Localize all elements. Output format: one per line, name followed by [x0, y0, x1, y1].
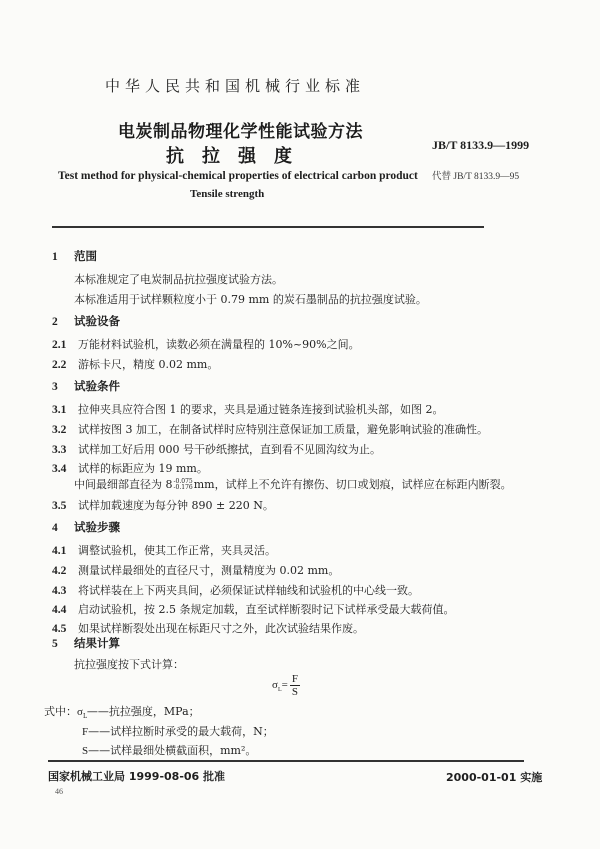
header-divider [52, 226, 484, 228]
section-2-heading: 2 试验设备 [52, 314, 120, 328]
document-subtitle-en: Tensile strength [190, 188, 265, 200]
document-title-en: Test method for physical-chemical properties of electrical carbon product [58, 170, 418, 182]
item-3-2: 3.2 试样按图 3 加工，在制备试样时应特别注意保证加工质量，避免影响试验的准确性。 [52, 423, 488, 436]
item-2-2: 2.2 游标卡尺，精度 0.02 mm。 [52, 358, 219, 371]
section-1-para-1: 本标准规定了电炭制品抗拉强度试验方法。 [74, 273, 283, 286]
item-4-5: 4.5 如果试样断裂处出现在标距尺寸之外，此次试验结果作废。 [52, 622, 364, 635]
footer-divider [48, 760, 524, 762]
page-number: 46 [55, 787, 63, 796]
where-def-f: F——试样拉断时承受的最大载荷，N； [82, 725, 274, 738]
item-3-4-continuation: 中间最细部直径为 8 -0.075 -0.176 mm，试样上不允许有擦伤、切口或划痕，试样应在标距内断裂。 [74, 478, 512, 491]
approval-info: 国家机械工业局 1999-08-06 批准 [48, 770, 226, 783]
standard-number: JB/T 8133.9—1999 [432, 138, 530, 152]
item-2-1: 2.1 万能材料试验机，读数必须在满量程的 10%~90%之间。 [52, 338, 360, 351]
section-1-para-2: 本标准适用于试样颗粒度小于 0.79 mm 的炭石墨制品的抗拉强度试验。 [74, 293, 427, 306]
section-5-intro: 抗拉强度按下式计算： [74, 658, 184, 671]
item-4-2: 4.2 测量试样最细处的直径尺寸，测量精度为 0.02 mm。 [52, 564, 340, 577]
section-5-heading: 5 结果计算 [52, 636, 120, 650]
document-subtitle-cn: 抗拉强度 [166, 146, 310, 167]
item-3-5: 3.5 试样加载速度为每分钟 890 ± 220 N。 [52, 499, 274, 512]
section-1-heading: 1 范围 [52, 249, 97, 263]
document-title-cn: 电炭制品物理化学性能试验方法 [118, 122, 363, 142]
section-3-heading: 3 试验条件 [52, 379, 120, 393]
formula-fraction: $\frac{F}{S}$ [291, 673, 298, 698]
item-4-1: 4.1 调整试验机，使其工作正常，夹具灵活。 [52, 544, 276, 557]
tensile-strength-formula: $\sigma_L=$ $\frac{F}{S}$ [272, 673, 298, 698]
item-4-4: 4.4 启动试验机，按 2.5 条规定加载，直至试样断裂时记下试样承受最大载荷值。 [52, 603, 455, 616]
replaces-standard: 代替 JB/T 8133.9—95 [432, 172, 520, 182]
where-def-s: S——试样最细处横截面积，mm²。 [82, 744, 257, 757]
section-4-heading: 4 试验步骤 [52, 520, 120, 534]
item-3-4: 3.4 试样的标距应为 19 mm。 [52, 462, 208, 475]
diameter-tolerance: -0.075 -0.176 [173, 478, 193, 491]
item-3-1: 3.1 拉伸夹具应符合图 1 的要求，夹具是通过链条连接到试验机头部，如图 2。 [52, 403, 444, 416]
issuer-header: 中华人民共和国机械行业标准 [105, 77, 366, 95]
item-3-3: 3.3 试样加工好后用 000 号干砂纸擦拭，直到看不见圆沟纹为止。 [52, 443, 381, 456]
effective-date: 2000-01-01 实施 [446, 771, 543, 784]
where-def-sigma: 式中：$\sigma_L——$抗拉强度，MPa； [44, 705, 200, 721]
item-4-3: 4.3 将试样装在上下两夹具间，必须保证试样轴线和试验机的中心线一致。 [52, 584, 419, 597]
